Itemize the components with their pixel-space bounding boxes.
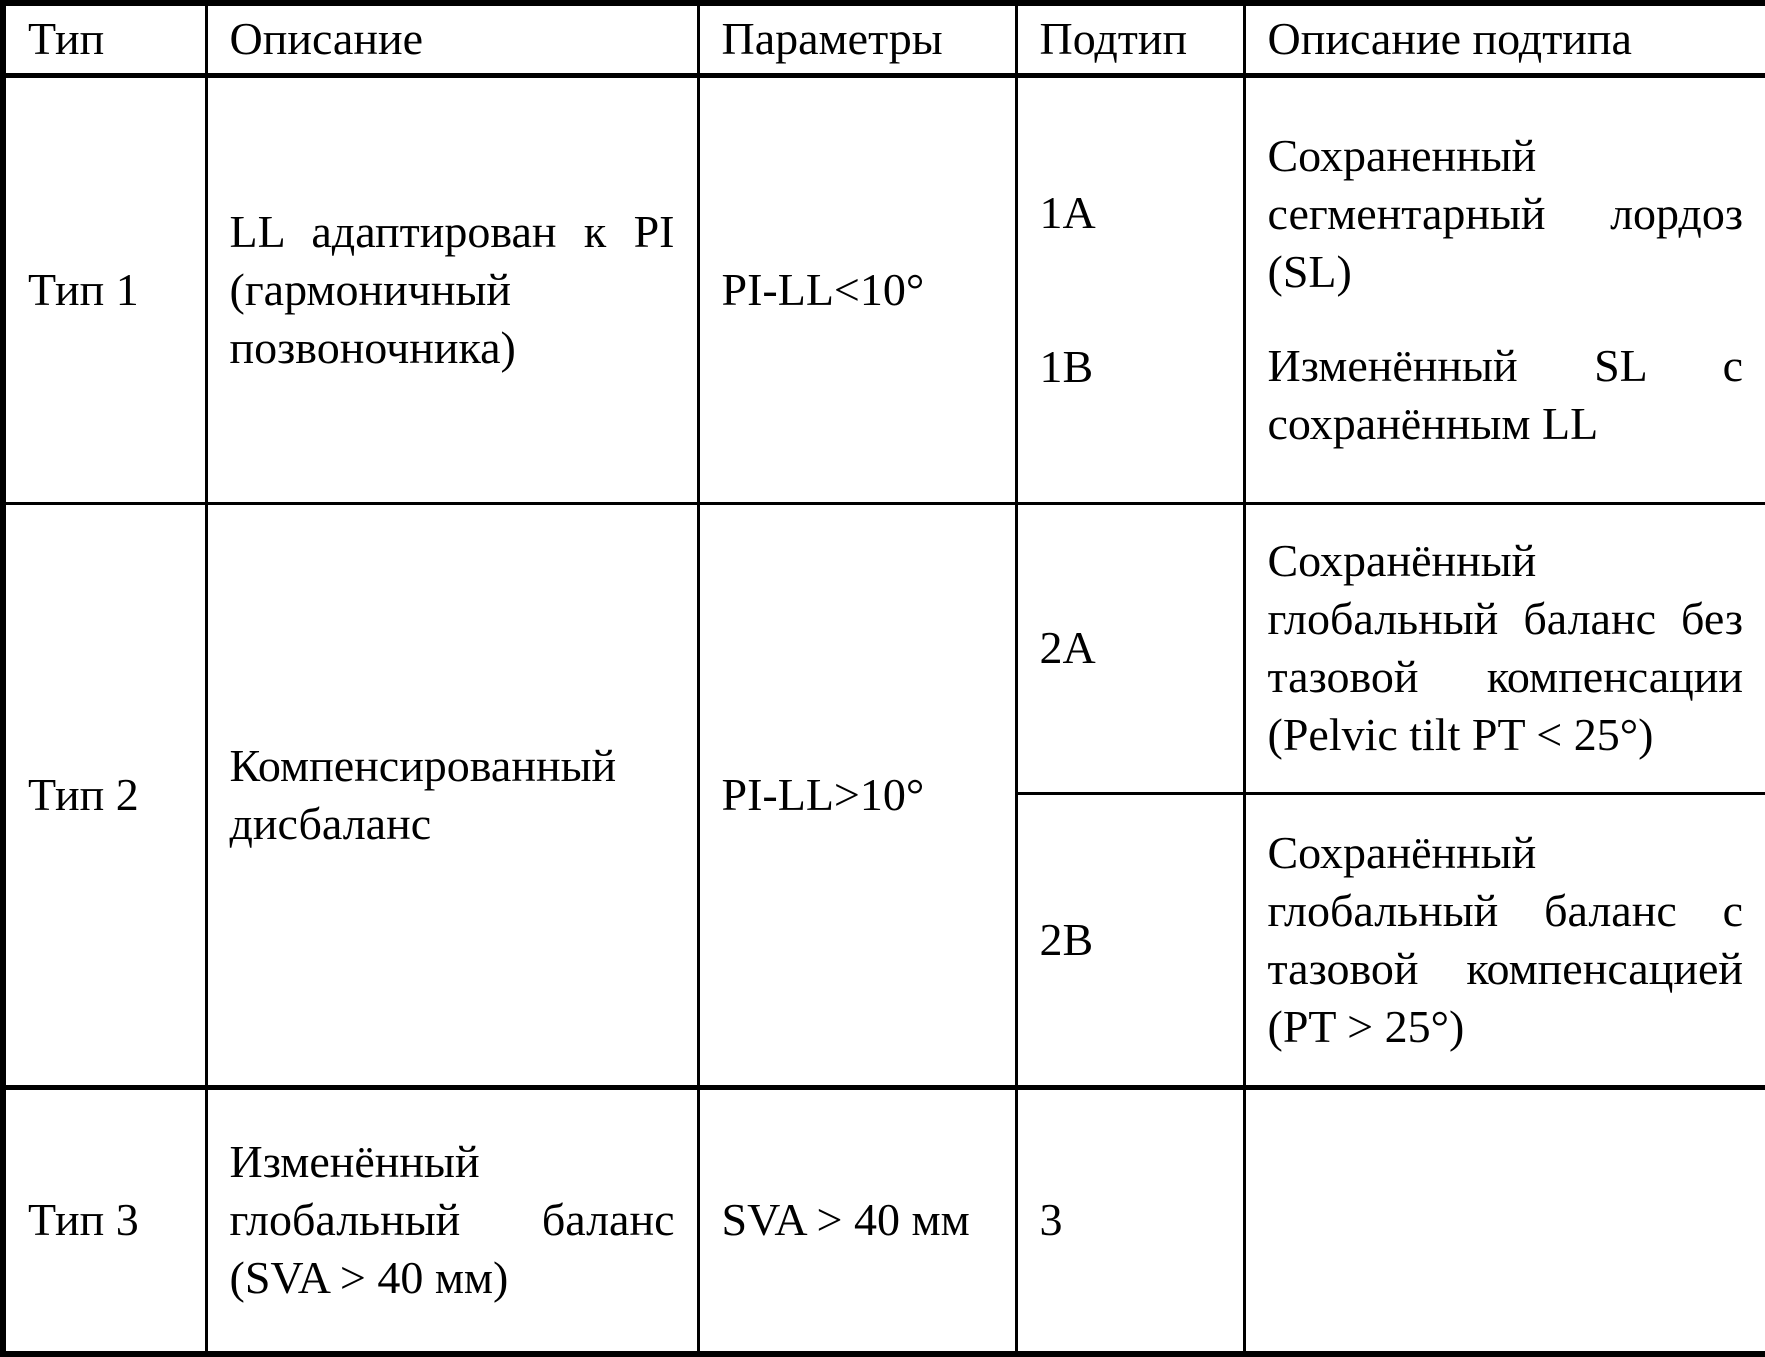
table-row <box>3 503 1765 793</box>
table-row <box>3 1087 1765 1354</box>
description-cell: LL адаптирован к PI (гармоничный позвоночника) <box>206 75 698 503</box>
subtype-cell <box>1016 75 1244 503</box>
header-parameters: Параметры <box>698 3 1016 75</box>
subtype-code: 1B <box>1039 340 1094 392</box>
subtype-description: Сохраненный сегментарный лордоз (SL) <box>1267 129 1743 297</box>
parameters-cell: PI-LL<10° <box>698 75 1016 503</box>
header-row <box>3 3 1765 75</box>
header-subtype-description: Описание подтипа <box>1244 3 1765 75</box>
type-cell: Тип 2 <box>3 503 206 1087</box>
subtype-cell: 2A <box>1016 503 1244 793</box>
parameters-cell: PI-LL>10° <box>698 503 1016 1087</box>
subtype-description-cell <box>1244 75 1765 503</box>
subtype-cell: 2B <box>1016 793 1244 1087</box>
description-cell: Компенсированный дисбаланс <box>206 503 698 1087</box>
type-cell: Тип 3 <box>3 1087 206 1354</box>
description-cell: Изменённый глобальный баланс (SVA > 40 мм) <box>206 1087 698 1354</box>
header-type: Тип <box>3 3 206 75</box>
subtype-code: 1A <box>1039 186 1096 238</box>
type-cell: Тип 1 <box>3 75 206 503</box>
subtype-description-cell <box>1244 1087 1765 1354</box>
subtype-description-cell: Сохранённый глобальный баланс с тазовой компенсацией (PT > 25°) <box>1244 793 1765 1087</box>
header-description: Описание <box>206 3 698 75</box>
subtype-description-cell: Сохранённый глобальный баланс без тазовой компенсации (Pelvic tilt PT < 25°) <box>1244 503 1765 793</box>
parameters-cell: SVA > 40 мм <box>698 1087 1016 1354</box>
subtype-description: Изменённый SL с сохранённым LL <box>1267 339 1743 449</box>
table-row <box>3 75 1765 503</box>
header-subtype: Подтип <box>1016 3 1244 75</box>
subtype-cell: 3 <box>1016 1087 1244 1354</box>
